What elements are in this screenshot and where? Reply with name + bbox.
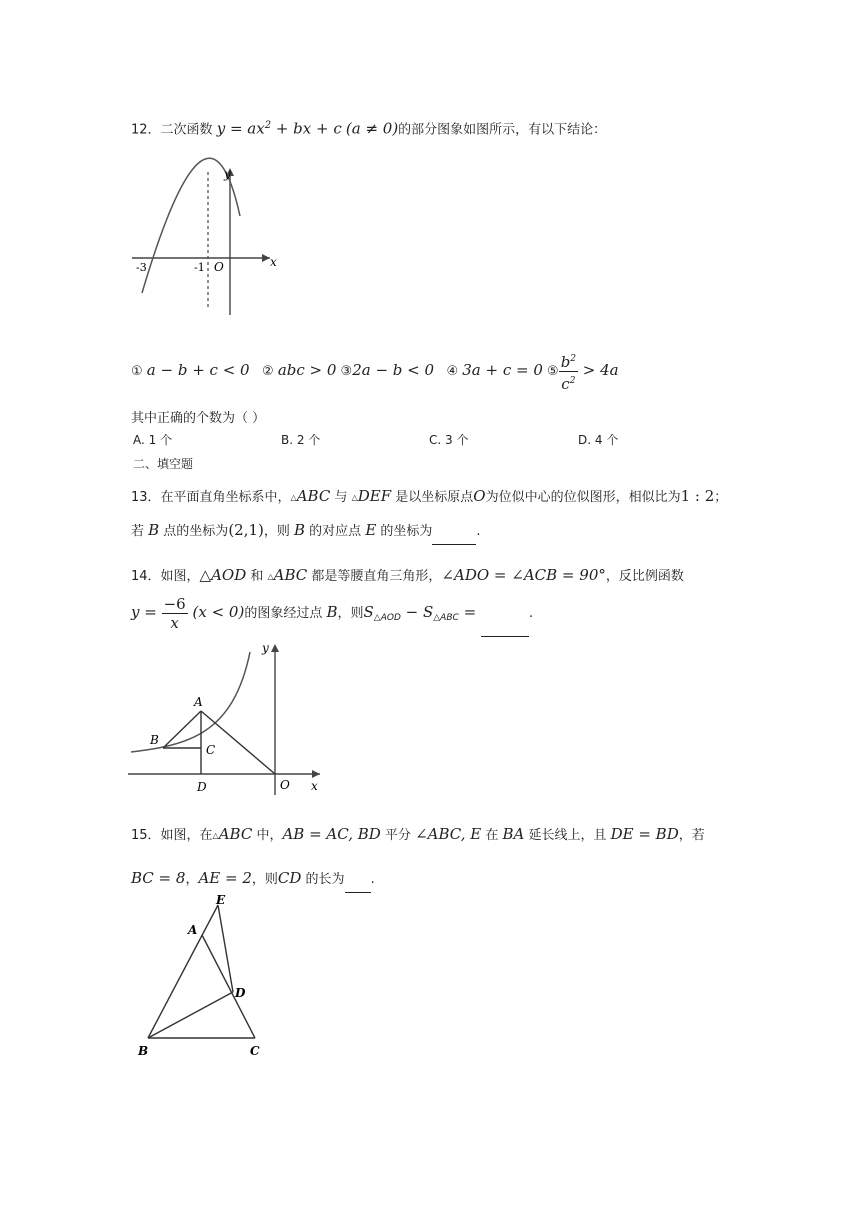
q12-suffix: 的部分图象如图所示，有以下结论： (398, 122, 607, 138)
q14-l1-c: 都是等腰直角三角形， (307, 569, 442, 584)
q14-label-A: A (194, 695, 203, 709)
q15-answer-blank[interactable] (345, 872, 371, 893)
q12-c5-rest: > 4a (578, 361, 619, 379)
q13-o: O (473, 487, 486, 505)
q12-c4: 3a + c = 0 (462, 361, 543, 379)
q14-y: y (131, 603, 140, 621)
q15-de: DE = BD (610, 825, 679, 843)
q12-x-arrow (262, 254, 270, 262)
q15-label-C: C (250, 1044, 260, 1058)
q15-tri-text: ABC (218, 825, 253, 843)
q15-l1-f: ，若 (678, 828, 705, 843)
q15-l1-a: 15．如图，在 (131, 828, 213, 843)
q14-x-arrow (312, 770, 320, 778)
q15-figure (132, 890, 272, 1065)
q14-num: −6 (163, 595, 186, 613)
q12-parabola-figure (128, 160, 288, 320)
q14-s2-sub: △ABC (433, 613, 459, 623)
q12-option-c[interactable]: C. 3 个 (429, 433, 469, 447)
q13-line2 (131, 520, 481, 545)
q14-label-y: y (262, 641, 269, 655)
q15-cd: CD (277, 869, 302, 887)
q13-b2: B (294, 521, 306, 539)
q13-tri2-text: DEF (357, 487, 392, 505)
section-title: 二、填空题 (133, 457, 194, 471)
q14-figure (128, 640, 328, 800)
q14-minus: − (400, 603, 423, 621)
q13-l2-f: . (476, 524, 481, 539)
q14-label-x: x (311, 779, 318, 793)
q12-label-neg3: -3 (136, 261, 147, 274)
q12-func-sup: 2 (264, 120, 272, 131)
q12-conclusions (131, 350, 619, 393)
q12-c3: 2a − b < 0 (352, 361, 435, 379)
q12-c5-fraction (559, 350, 578, 393)
q13-l1-c: 是以坐标原点 (391, 490, 474, 505)
q12-c3-mark: ③ (340, 364, 353, 379)
q14-angles: ∠ADO = ∠ACB = 90° (441, 566, 606, 584)
q14-b: B (326, 603, 338, 621)
q12-c5-mark: ⑤ (547, 364, 559, 379)
q13-l2-b: 点的坐标为 (159, 524, 229, 539)
q13-ratio: 1 : 2 (680, 487, 715, 505)
q12-origin-label: O (214, 260, 224, 274)
q15-ba: BA (502, 825, 525, 843)
q12-prefix: 12．二次函数 (131, 122, 213, 138)
q12-c5-den: c (561, 375, 570, 393)
q13-line1 (131, 486, 727, 508)
q13-l2-e: 的坐标为 (376, 524, 433, 539)
q12-option-b[interactable]: B. 2 个 (281, 433, 321, 447)
q12-c4-mark: ④ (446, 364, 459, 379)
q14-label-D: D (197, 780, 207, 794)
q15-bc: BC = 8 (131, 869, 186, 887)
q14-l2-a: 的图象经过点 (244, 606, 327, 621)
q12-func-y: y (216, 119, 226, 138)
q14-tri1: △AOD (199, 566, 247, 584)
q14-label-O: O (280, 778, 290, 792)
q14-tri2-text: ABC (273, 566, 308, 584)
q13-l2-a: 若 (131, 524, 149, 539)
q15-cond2: ∠ABC, E (415, 825, 482, 843)
q14-cond: (x < 0) (187, 603, 245, 621)
q13-b: B (148, 521, 160, 539)
q14-eq: = (139, 603, 162, 621)
q14-tri2: △ABC (267, 566, 308, 584)
q15-segment-ED (218, 905, 233, 992)
q12-func-rest: + bx + c (271, 119, 342, 138)
q13-tri2: △DEF (351, 487, 392, 505)
q12-c5-num: b (560, 353, 571, 371)
q12-c2-mark: ② (262, 364, 274, 379)
q13-l1-a: 13．在平面直角坐标系中， (131, 490, 291, 505)
q15-l1-d: 在 (481, 828, 503, 843)
q13-l2-d: 的对应点 (305, 524, 366, 539)
q15-l2-d: . (370, 872, 375, 887)
q14-tri1-text: AOD (211, 566, 247, 584)
q15-label-B: B (138, 1044, 149, 1058)
q12-cond: (a ≠ 0) (345, 119, 399, 138)
q14-label-C: C (206, 743, 216, 757)
q15-segment-BE (148, 905, 218, 1038)
q15-label-D: D (235, 986, 246, 1000)
q15-tri: △ABC (212, 825, 253, 843)
q13-l2-c: ，则 (263, 524, 295, 539)
q14-answer-blank[interactable] (481, 596, 529, 637)
q12-question: 其中正确的个数为（ ） (131, 411, 266, 426)
q13-tri1-text: ABC (296, 487, 331, 505)
q12-stem (131, 116, 606, 140)
q14-label-B: B (150, 733, 159, 747)
q13-l1-e: ； (714, 490, 728, 505)
q13-tri1: △ABC (290, 487, 331, 505)
q14-eq2: = (458, 603, 481, 621)
q13-coord: (2,1) (228, 521, 264, 539)
q14-l1-a: 14．如图， (131, 569, 200, 584)
q13-e: E (365, 521, 377, 539)
q14-line1 (131, 565, 684, 587)
q15-l1-b: 中， (252, 828, 283, 843)
q15-segment-AC (202, 935, 255, 1038)
q13-l1-b: 与 (330, 490, 352, 505)
q14-l1-d: ，反比例函数 (605, 569, 684, 584)
q14-l1-b: 和 (246, 569, 268, 584)
q15-l1-c: 平分 (380, 828, 416, 843)
q15-ae: AE = 2 (198, 869, 252, 887)
q13-answer-blank[interactable] (432, 524, 476, 545)
q12-func-eq: = ax (225, 119, 265, 138)
q15-l2-c: 的长为 (301, 872, 345, 887)
q12-option-d[interactable]: D. 4 个 (578, 433, 619, 447)
q14-l2-b: ，则 (337, 606, 364, 621)
q14-line2 (131, 592, 533, 638)
q14-y-arrow (271, 644, 279, 652)
q15-label-A: A (188, 923, 198, 937)
q12-c1: a − b + c < 0 (146, 361, 250, 379)
q15-l1-e: 延长线上，且 (524, 828, 611, 843)
q12-option-a[interactable]: A. 1 个 (133, 433, 173, 447)
q14-s1: S (363, 603, 374, 621)
q14-den: x (170, 614, 179, 632)
q12-y-label: y (224, 167, 231, 181)
q12-c5-num-sup: 2 (570, 354, 577, 364)
q15-cond1: AB = AC, BD (282, 825, 381, 843)
q13-l1-d: 为位似中心的位似图形，相似比为 (485, 490, 681, 505)
q14-l2-c: . (528, 606, 534, 621)
q12-x-label: x (270, 255, 277, 269)
q12-c5-den-sup: 2 (569, 376, 576, 386)
q14-s1-sub: △AOD (373, 613, 401, 623)
q12-c2: abc > 0 (277, 361, 337, 379)
q15-label-E: E (216, 893, 226, 907)
q15-line1 (131, 824, 705, 846)
q12-c1-mark: ① (131, 364, 143, 379)
q15-l2-a: ， (185, 872, 199, 887)
q14-s2: S (422, 603, 434, 621)
q12-label-neg1: -1 (194, 261, 205, 274)
q15-l2-b: ，则 (251, 872, 278, 887)
q14-fraction (162, 595, 188, 632)
